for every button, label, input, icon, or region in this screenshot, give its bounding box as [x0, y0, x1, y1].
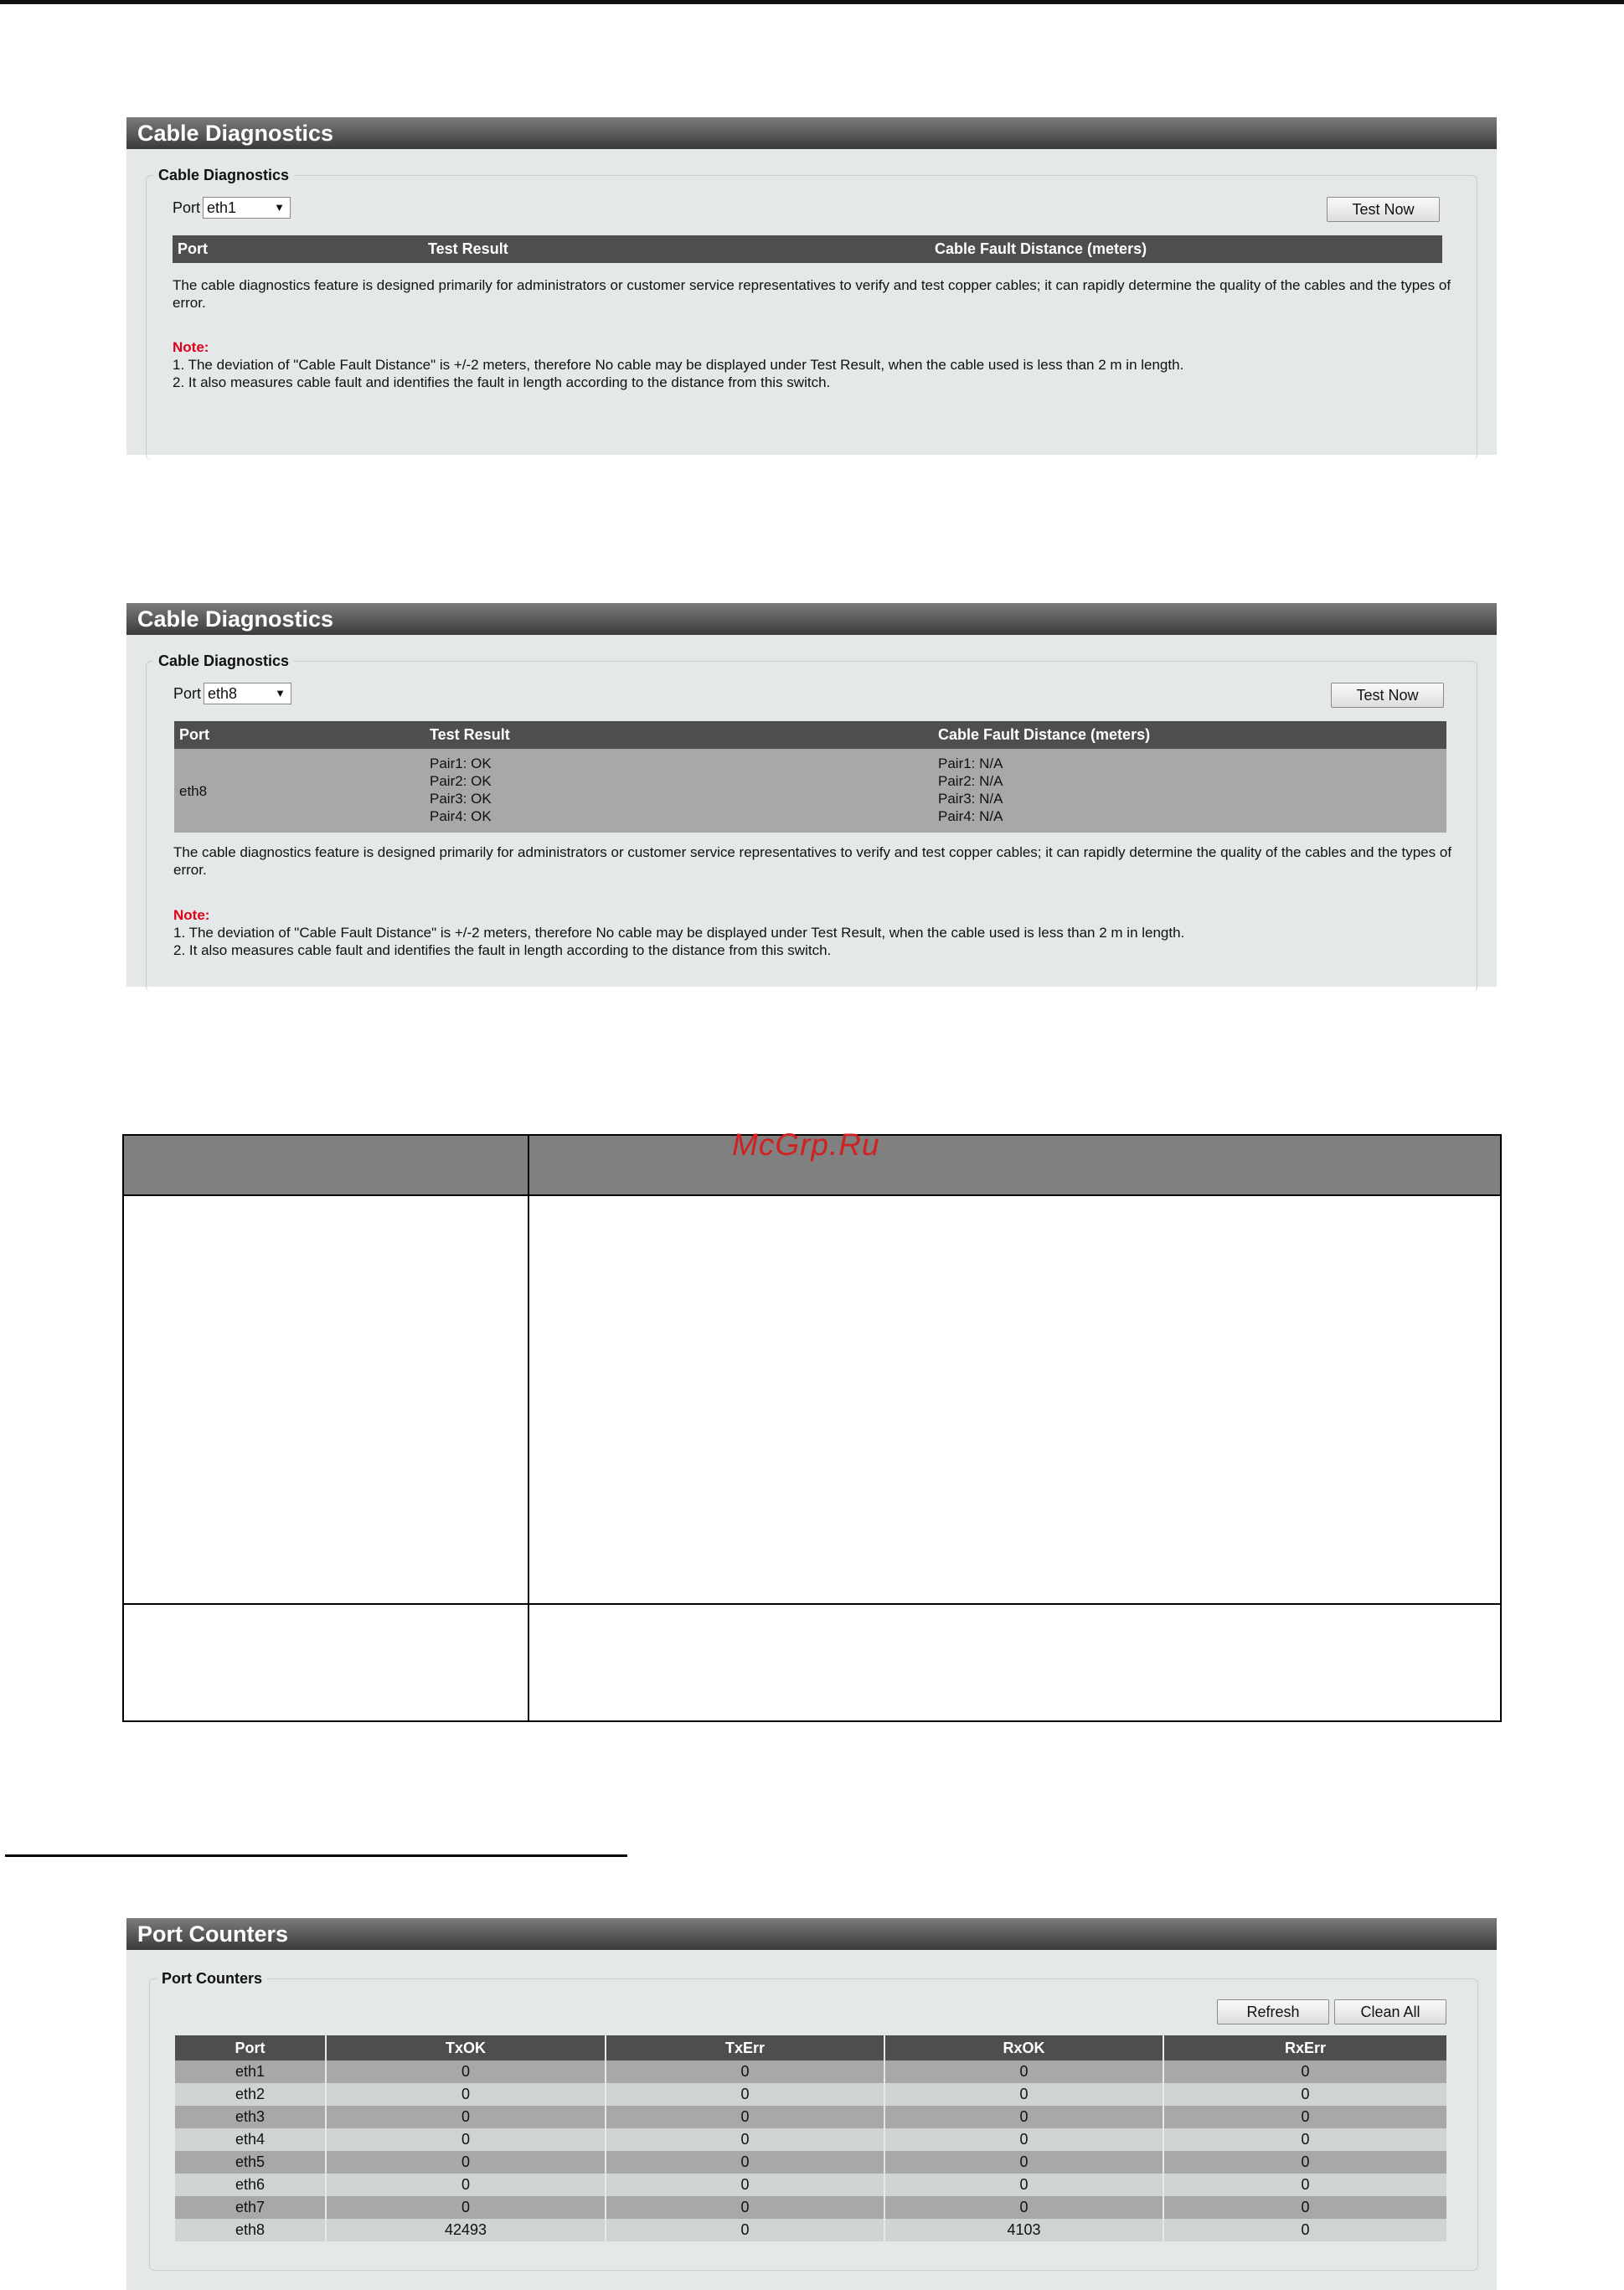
cell-port: eth5 — [175, 2151, 326, 2174]
section-rule — [5, 1854, 627, 1857]
panel-title: Cable Diagnostics — [126, 117, 1497, 149]
table-row — [175, 2174, 1446, 2196]
watermark: McGrp.Ru — [732, 1127, 880, 1162]
cell-rxok: 0 — [884, 2060, 1163, 2083]
result-port: eth8 — [179, 783, 208, 799]
test-now-button[interactable]: Test Now — [1331, 683, 1444, 708]
fieldset-legend: Cable Diagnostics — [153, 167, 294, 184]
parameter-table — [122, 1134, 1502, 1722]
test-now-button[interactable]: Test Now — [1327, 197, 1440, 222]
port-row — [173, 683, 291, 704]
note-block — [173, 338, 1454, 391]
cell-txok: 0 — [326, 2083, 606, 2106]
pair3-test: Pair3: OK — [430, 791, 492, 807]
column-header-fault-distance: Cable Fault Distance (meters) — [935, 240, 1147, 257]
cell-txok: 42493 — [326, 2219, 606, 2241]
port-select-value: eth1 — [207, 199, 237, 216]
cell-txerr: 0 — [606, 2083, 884, 2106]
column-header-txok: TxOK — [326, 2035, 606, 2060]
cell-rxerr: 0 — [1163, 2083, 1446, 2106]
result-tests — [430, 755, 492, 825]
description-text: The cable diagnostics feature is designed primarily for administrators or customer service representatives to verify and test copper cables; it can rapidly determine the quality of the cables and the types of error. — [173, 844, 1452, 878]
column-header-port: Port — [175, 2035, 326, 2060]
cell-rxerr: 0 — [1163, 2128, 1446, 2151]
note-line-1: 1. The deviation of "Cable Fault Distance" is +/-2 meters, therefore No cable may be displayed under Test Result, when the cable used is less than 2 m in length. — [173, 357, 1184, 373]
cell-port: eth4 — [175, 2128, 326, 2151]
table-header-row — [175, 2035, 1446, 2060]
cell-txerr: 0 — [606, 2106, 884, 2128]
fieldset-legend: Cable Diagnostics — [153, 652, 294, 670]
port-label: Port — [173, 684, 202, 702]
table-row — [175, 2106, 1446, 2128]
chevron-down-icon: ▼ — [274, 201, 286, 214]
pair4-test: Pair4: OK — [430, 808, 492, 824]
cell-port: eth3 — [175, 2106, 326, 2128]
column-header-fault-distance: Cable Fault Distance (meters) — [938, 726, 1151, 743]
cell-txok: 0 — [326, 2174, 606, 2196]
panel-title: Port Counters — [126, 1918, 1497, 1950]
cell-txerr: 0 — [606, 2128, 884, 2151]
top-rule — [0, 0, 1624, 4]
cell-rxok: 0 — [884, 2196, 1163, 2219]
port-label: Port — [173, 199, 201, 216]
cell-rxok: 4103 — [884, 2219, 1163, 2241]
cell-rxok: 0 — [884, 2151, 1163, 2174]
cell-port: eth7 — [175, 2196, 326, 2219]
cell-port: eth2 — [175, 2083, 326, 2106]
note-title: Note: — [173, 907, 210, 923]
port-select-value: eth8 — [208, 685, 238, 702]
cell-txok: 0 — [326, 2128, 606, 2151]
chevron-down-icon: ▼ — [275, 687, 286, 699]
clean-all-button[interactable]: Clean All — [1334, 1999, 1446, 2024]
cell-rxok: 0 — [884, 2174, 1163, 2196]
results-table-header — [173, 235, 1442, 263]
column-header-port: Port — [179, 726, 209, 743]
cell-txok: 0 — [326, 2151, 606, 2174]
port-select[interactable] — [204, 683, 291, 704]
cell-rxok: 0 — [884, 2083, 1163, 2106]
description-text: The cable diagnostics feature is designed primarily for administrators or customer service representatives to verify and test copper cables; it can rapidly determine the quality of the cables and the types of error. — [173, 277, 1451, 311]
pair4-distance: Pair4: N/A — [938, 808, 1003, 824]
pair1-distance: Pair1: N/A — [938, 756, 1003, 771]
cell-rxok: 0 — [884, 2128, 1163, 2151]
port-counters-table — [175, 2035, 1446, 2241]
column-header-port: Port — [178, 240, 208, 257]
cell-rxerr: 0 — [1163, 2174, 1446, 2196]
refresh-button[interactable]: Refresh — [1217, 1999, 1329, 2024]
table-row — [175, 2196, 1446, 2219]
table-row — [175, 2060, 1446, 2083]
pair3-distance: Pair3: N/A — [938, 791, 1003, 807]
pair2-distance: Pair2: N/A — [938, 773, 1003, 789]
column-divider — [528, 1136, 529, 1720]
table-row — [175, 2083, 1446, 2106]
cell-rxerr: 0 — [1163, 2106, 1446, 2128]
note-line-2: 2. It also measures cable fault and identifies the fault in length according to the distance from this switch. — [173, 942, 832, 958]
cell-port: eth8 — [175, 2219, 326, 2241]
cell-txok: 0 — [326, 2196, 606, 2219]
pair1-test: Pair1: OK — [430, 756, 492, 771]
cell-txok: 0 — [326, 2060, 606, 2083]
column-header-test-result: Test Result — [430, 726, 510, 743]
cell-rxerr: 0 — [1163, 2196, 1446, 2219]
cell-txerr: 0 — [606, 2196, 884, 2219]
row-divider — [124, 1603, 1500, 1605]
note-block — [173, 906, 1455, 959]
result-distances — [938, 755, 1003, 825]
cable-diagnostics-panel-1 — [126, 117, 1497, 455]
table-row — [175, 2219, 1446, 2241]
results-table-header — [174, 721, 1446, 749]
cell-port: eth6 — [175, 2174, 326, 2196]
cable-diagnostics-fieldset — [146, 167, 1477, 460]
pair2-test: Pair2: OK — [430, 773, 492, 789]
fieldset-legend: Port Counters — [157, 1970, 267, 1988]
cell-rxerr: 0 — [1163, 2060, 1446, 2083]
cell-txerr: 0 — [606, 2060, 884, 2083]
cell-rxok: 0 — [884, 2106, 1163, 2128]
table-row — [175, 2151, 1446, 2174]
cell-txerr: 0 — [606, 2174, 884, 2196]
cell-port: eth1 — [175, 2060, 326, 2083]
cell-rxerr: 0 — [1163, 2219, 1446, 2241]
cable-diagnostics-panel-2 — [126, 603, 1497, 987]
panel-title: Cable Diagnostics — [126, 603, 1497, 635]
note-title: Note: — [173, 339, 209, 355]
cell-txok: 0 — [326, 2106, 606, 2128]
column-header-txerr: TxErr — [606, 2035, 884, 2060]
table-row — [174, 749, 1446, 833]
port-select[interactable] — [203, 197, 291, 219]
cell-rxerr: 0 — [1163, 2151, 1446, 2174]
column-header-rxerr: RxErr — [1163, 2035, 1446, 2060]
table-row — [175, 2128, 1446, 2151]
column-header-rxok: RxOK — [884, 2035, 1163, 2060]
column-header-test-result: Test Result — [428, 240, 508, 257]
cell-txerr: 0 — [606, 2219, 884, 2241]
note-line-1: 1. The deviation of "Cable Fault Distance" is +/-2 meters, therefore No cable may be displayed under Test Result, when the cable used is less than 2 m in length. — [173, 925, 1185, 941]
port-row — [173, 197, 291, 219]
note-line-2: 2. It also measures cable fault and identifies the fault in length according to the distance from this switch. — [173, 374, 831, 390]
cell-txerr: 0 — [606, 2151, 884, 2174]
